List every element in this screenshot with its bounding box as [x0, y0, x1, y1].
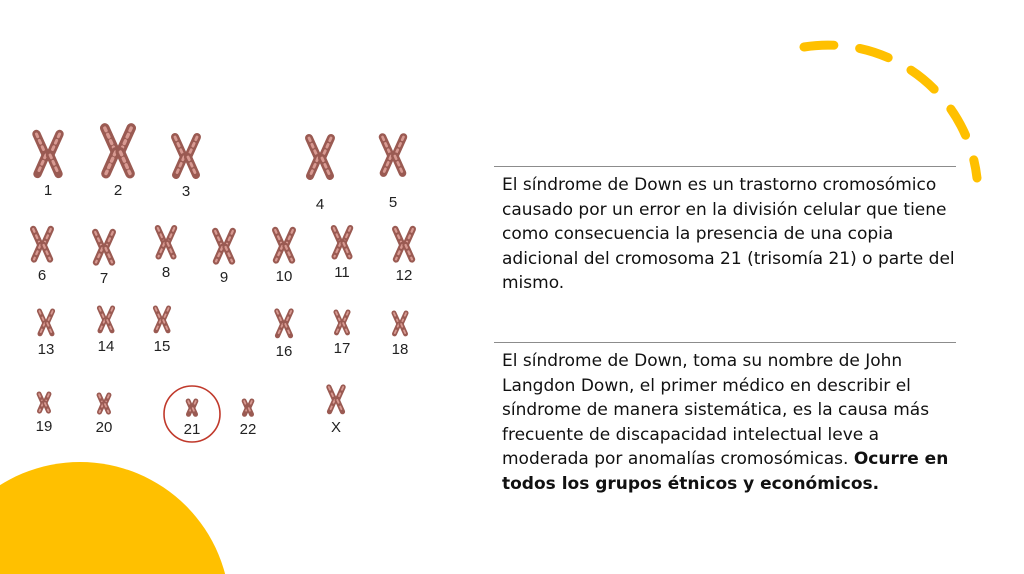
- chromosome-7: [95, 232, 113, 262]
- chromosome-label-2: 2: [113, 182, 123, 199]
- chromosome-15: [155, 308, 168, 331]
- chromosome-8: [158, 228, 175, 257]
- chromosome-label-18: 18: [391, 341, 409, 358]
- chromosome-21: [188, 401, 196, 414]
- chromosome-label-12: 12: [395, 267, 413, 284]
- chromosome-14: [99, 308, 112, 331]
- chromosome-16: [277, 311, 291, 336]
- chromosome-label-3: 3: [181, 183, 191, 200]
- chromosome-label-6: 6: [37, 267, 47, 284]
- chromosome-6: [33, 229, 51, 259]
- chromosome-label-19: 19: [35, 418, 53, 435]
- chromosome-label-21: 21: [183, 421, 201, 438]
- divider-middle: [494, 342, 956, 343]
- chromosome-17: [336, 312, 348, 333]
- chromosome-label-14: 14: [97, 338, 115, 355]
- chromosome-5: [383, 137, 404, 173]
- chromosome-label-4: 4: [315, 196, 325, 213]
- chromosome-9: [215, 231, 233, 261]
- chromosome-11: [334, 228, 351, 257]
- chromosome-label-10: 10: [275, 268, 293, 285]
- chromosome-label-15: 15: [153, 338, 171, 355]
- chromosome-label-8: 8: [161, 264, 171, 281]
- chromosome-label-x: X: [330, 419, 341, 436]
- chromosome-label-17: 17: [333, 340, 351, 357]
- chromosome-3: [175, 137, 197, 175]
- chromosome-12: [395, 229, 413, 259]
- chromosome-1: [36, 134, 59, 174]
- chromosome-22: [244, 401, 252, 414]
- chromosome-label-7: 7: [99, 270, 109, 287]
- divider-top: [494, 166, 956, 167]
- chromosome-x: [329, 387, 343, 412]
- chromosome-label-5: 5: [388, 194, 398, 211]
- chromosome-20: [99, 395, 109, 412]
- chromosome-label-16: 16: [275, 343, 293, 360]
- chromosome-13: [39, 311, 52, 334]
- chromosome-2: [105, 128, 131, 174]
- chromosome-label-11: 11: [334, 264, 350, 281]
- chromosome-label-22: 22: [239, 421, 257, 438]
- chromosome-4: [309, 138, 331, 176]
- chromosome-18: [394, 313, 406, 334]
- chromosome-label-13: 13: [37, 341, 55, 358]
- chromosome-19: [39, 394, 49, 411]
- chromosome-label-9: 9: [219, 269, 229, 286]
- karyotype-image: [0, 0, 470, 460]
- chromosome-label-1: 1: [43, 182, 53, 199]
- paragraph-history: [502, 349, 957, 497]
- paragraph-history-text: El síndrome de Down, toma su nombre de John Langdon Down, el primer médico en describir el síndrome de manera sistemática, es la causa más frecuente de discapacidad intelectual leve a moderada por anomalías cromosómicas.: [502, 351, 930, 470]
- chromosome-10: [275, 230, 293, 260]
- chromosome-label-20: 20: [95, 419, 113, 436]
- paragraph-definition: El síndrome de Down es un trastorno cromosómico causado por un error en la división celular que tiene como consecuencia la presencia de una copia adicional del cromosoma 21 (trisomía 21) o parte del mismo.: [502, 175, 955, 294]
- paragraph-history-bold: Ocurre en todos los grupos étnicos y económicos.: [502, 449, 949, 494]
